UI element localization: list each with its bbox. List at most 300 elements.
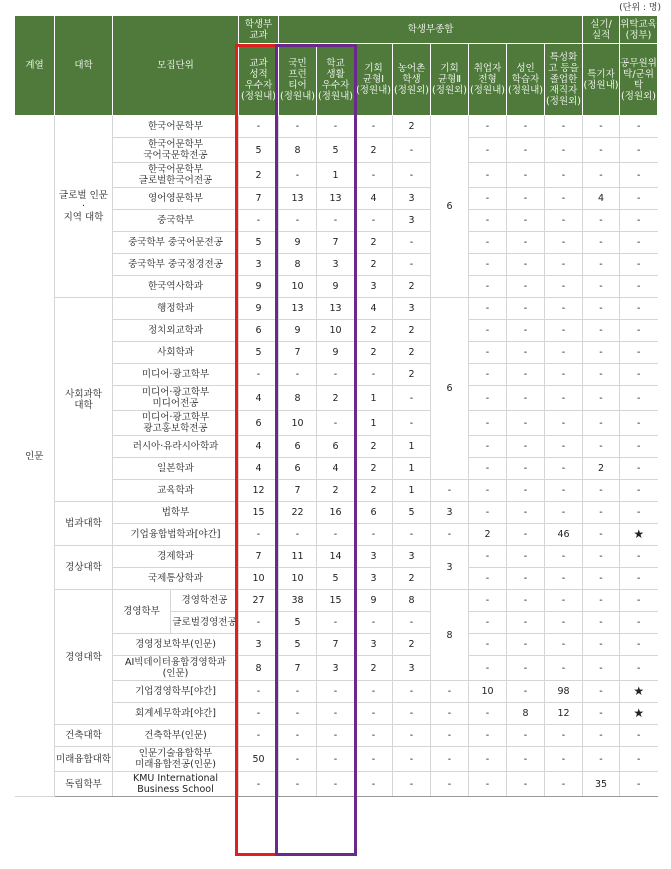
- value-cell: -: [239, 681, 279, 703]
- header-col-3: 기회 균형Ⅰ (정원내): [355, 44, 393, 116]
- value-cell: -: [545, 480, 583, 502]
- value-cell: -: [545, 725, 583, 747]
- unit-cell: 한국역사학과: [113, 276, 239, 298]
- value-cell: -: [239, 772, 279, 797]
- value-cell: 4: [583, 188, 620, 210]
- value-cell: ★: [620, 703, 658, 725]
- value-cell: 4: [239, 458, 279, 480]
- value-cell: 12: [239, 480, 279, 502]
- unit-cell: 회계세무학과[야간]: [113, 703, 239, 725]
- value-cell: -: [355, 163, 393, 188]
- unit-cell: 영어영문학부: [113, 188, 239, 210]
- value-cell: -: [583, 364, 620, 386]
- value-cell: 3: [239, 634, 279, 656]
- value-cell: -: [583, 232, 620, 254]
- value-cell: -: [355, 772, 393, 797]
- value-cell: -: [545, 502, 583, 524]
- value-cell: -: [545, 320, 583, 342]
- value-cell: -: [620, 320, 658, 342]
- value-cell: -: [239, 725, 279, 747]
- value-cell: 6: [355, 502, 393, 524]
- value-cell: 35: [583, 772, 620, 797]
- value-cell: 46: [545, 524, 583, 546]
- value-cell: -: [279, 364, 317, 386]
- value-cell: 16: [317, 502, 355, 524]
- value-cell: -: [545, 590, 583, 612]
- value-cell: 9: [317, 276, 355, 298]
- header-col-2: 학교 생활 우수자 (정원내): [317, 44, 355, 116]
- value-cell: -: [507, 342, 545, 364]
- value-cell: -: [507, 116, 545, 138]
- value-cell: 10: [317, 320, 355, 342]
- value-cell: -: [279, 210, 317, 232]
- field-cell: 인문: [15, 116, 55, 797]
- value-cell: -: [545, 232, 583, 254]
- value-cell: -: [583, 298, 620, 320]
- value-cell: -: [620, 480, 658, 502]
- value-cell: 6: [279, 458, 317, 480]
- value-cell: 14: [317, 546, 355, 568]
- value-cell: -: [507, 747, 545, 772]
- value-cell: -: [393, 232, 431, 254]
- value-cell: 7: [317, 232, 355, 254]
- value-cell: 13: [279, 188, 317, 210]
- value-cell: -: [393, 254, 431, 276]
- value-cell: 4: [317, 458, 355, 480]
- value-cell: -: [620, 568, 658, 590]
- table-row: [15, 725, 658, 747]
- value-cell: 4: [239, 436, 279, 458]
- value-cell: -: [583, 681, 620, 703]
- value-cell: -: [583, 411, 620, 436]
- value-cell: -: [620, 276, 658, 298]
- value-cell: -: [507, 458, 545, 480]
- value-cell: -: [355, 681, 393, 703]
- value-cell: -: [545, 634, 583, 656]
- value-cell: -: [279, 681, 317, 703]
- value-cell: 2: [393, 320, 431, 342]
- value-cell: -: [545, 747, 583, 772]
- value-cell: -: [583, 634, 620, 656]
- value-cell: 2: [393, 364, 431, 386]
- unit-cell: 한국어문학부 글로벌한국어전공: [113, 163, 239, 188]
- value-cell: -: [545, 386, 583, 411]
- value-cell: -: [545, 772, 583, 797]
- value-cell: 3: [317, 254, 355, 276]
- unit-cell: 중국학부: [113, 210, 239, 232]
- unit-cell: 건축학부(인문): [113, 725, 239, 747]
- value-cell: 6: [317, 436, 355, 458]
- header-unit: 모집단위: [113, 16, 239, 116]
- table-row: [15, 116, 658, 138]
- value-cell: -: [393, 411, 431, 436]
- value-cell: -: [583, 116, 620, 138]
- value-cell: -: [620, 210, 658, 232]
- value-cell: -: [393, 612, 431, 634]
- value-cell: -: [469, 612, 507, 634]
- value-cell: -: [393, 747, 431, 772]
- unit-cell: 인문기술융합학부 미래융합전공(인문): [113, 747, 239, 772]
- value-cell: 6: [239, 320, 279, 342]
- value-cell: -: [507, 298, 545, 320]
- header-col-10: 공무원위 탁/군위탁 (정원외): [620, 44, 658, 116]
- header-group-entrusted: 위탁교육 (정부): [620, 16, 658, 44]
- value-cell: -: [583, 703, 620, 725]
- value-cell: 10: [279, 411, 317, 436]
- value-cell: -: [507, 276, 545, 298]
- value-cell: 6: [279, 436, 317, 458]
- value-cell: -: [620, 411, 658, 436]
- value-cell: -: [469, 298, 507, 320]
- header-col-6: 취업자 전형 (정원내): [469, 44, 507, 116]
- unit-cell: 사회학과: [113, 342, 239, 364]
- value-cell: -: [620, 138, 658, 163]
- value-cell: -: [317, 411, 355, 436]
- unit-cell: 한국어문학부 국어국문학전공: [113, 138, 239, 163]
- value-cell: 8: [507, 703, 545, 725]
- value-cell: 4: [355, 298, 393, 320]
- value-cell: 3: [239, 254, 279, 276]
- value-cell: -: [583, 546, 620, 568]
- unit-cell: 글로벌경영전공: [171, 612, 239, 634]
- value-cell: -: [239, 612, 279, 634]
- value-cell: 8: [239, 656, 279, 681]
- biz-subdivision-cell: 경영학부: [113, 590, 171, 634]
- value-cell: -: [507, 188, 545, 210]
- value-cell: -: [317, 725, 355, 747]
- college-cell: 건축대학: [55, 725, 113, 747]
- header-field: 계열: [15, 16, 55, 116]
- value-cell: -: [620, 254, 658, 276]
- header-col-8: 특성화 고 등을 졸업한 재직자 (정원외): [545, 44, 583, 116]
- value-cell: -: [469, 320, 507, 342]
- value-cell: -: [393, 163, 431, 188]
- unit-cell: 경영정보학부(인문): [113, 634, 239, 656]
- value-cell: 2: [393, 568, 431, 590]
- value-cell: 2: [355, 436, 393, 458]
- value-cell: -: [469, 634, 507, 656]
- value-cell: 98: [545, 681, 583, 703]
- value-cell: 4: [239, 386, 279, 411]
- value-cell: -: [317, 703, 355, 725]
- unit-note: (단위 : 명): [619, 3, 661, 13]
- value-cell: -: [620, 656, 658, 681]
- opportunity-balance-2-cell: -: [431, 725, 469, 747]
- value-cell: 2: [239, 163, 279, 188]
- value-cell: -: [507, 681, 545, 703]
- value-cell: -: [545, 163, 583, 188]
- value-cell: -: [507, 364, 545, 386]
- unit-cell: 교육학과: [113, 480, 239, 502]
- value-cell: -: [620, 342, 658, 364]
- value-cell: -: [393, 386, 431, 411]
- value-cell: -: [469, 480, 507, 502]
- value-cell: 10: [469, 681, 507, 703]
- value-cell: -: [507, 590, 545, 612]
- value-cell: -: [355, 210, 393, 232]
- value-cell: -: [469, 747, 507, 772]
- value-cell: -: [507, 568, 545, 590]
- value-cell: 9: [317, 342, 355, 364]
- value-cell: -: [279, 116, 317, 138]
- value-cell: -: [545, 436, 583, 458]
- value-cell: 5: [279, 634, 317, 656]
- value-cell: 3: [355, 276, 393, 298]
- value-cell: -: [355, 524, 393, 546]
- value-cell: -: [545, 188, 583, 210]
- opportunity-balance-2-cell: 8: [431, 590, 469, 681]
- value-cell: 1: [393, 436, 431, 458]
- value-cell: -: [583, 210, 620, 232]
- unit-cell: 기업경영학부[야간]: [113, 681, 239, 703]
- unit-cell: 중국학부 중국어문전공: [113, 232, 239, 254]
- table-row: [15, 590, 658, 612]
- value-cell: -: [469, 502, 507, 524]
- value-cell: 3: [355, 568, 393, 590]
- value-cell: -: [393, 703, 431, 725]
- value-cell: -: [620, 546, 658, 568]
- value-cell: 5: [279, 612, 317, 634]
- value-cell: -: [507, 612, 545, 634]
- value-cell: 1: [317, 163, 355, 188]
- value-cell: -: [317, 747, 355, 772]
- value-cell: -: [355, 116, 393, 138]
- value-cell: 9: [355, 590, 393, 612]
- value-cell: -: [469, 163, 507, 188]
- value-cell: -: [469, 703, 507, 725]
- unit-cell: 러시아·유라시아학과: [113, 436, 239, 458]
- college-cell: 사회과학 대학: [55, 298, 113, 502]
- value-cell: -: [507, 480, 545, 502]
- table-row: [15, 772, 658, 797]
- table-row: [15, 546, 658, 568]
- value-cell: -: [545, 364, 583, 386]
- value-cell: -: [469, 590, 507, 612]
- value-cell: -: [355, 703, 393, 725]
- value-cell: 8: [279, 386, 317, 411]
- value-cell: -: [469, 116, 507, 138]
- value-cell: -: [583, 480, 620, 502]
- value-cell: -: [620, 188, 658, 210]
- value-cell: -: [545, 116, 583, 138]
- value-cell: -: [469, 210, 507, 232]
- value-cell: 9: [239, 298, 279, 320]
- value-cell: -: [469, 276, 507, 298]
- header-group-comprehensive: 학생부종합: [279, 16, 583, 44]
- value-cell: 11: [279, 546, 317, 568]
- value-cell: -: [317, 681, 355, 703]
- value-cell: 7: [279, 480, 317, 502]
- value-cell: -: [507, 163, 545, 188]
- header-college: 대학: [55, 16, 113, 116]
- value-cell: -: [279, 163, 317, 188]
- value-cell: 1: [393, 458, 431, 480]
- value-cell: 9: [239, 276, 279, 298]
- value-cell: -: [469, 342, 507, 364]
- value-cell: 13: [317, 298, 355, 320]
- value-cell: 22: [279, 502, 317, 524]
- value-cell: -: [355, 725, 393, 747]
- value-cell: -: [583, 163, 620, 188]
- value-cell: 10: [239, 568, 279, 590]
- value-cell: -: [239, 210, 279, 232]
- value-cell: -: [393, 725, 431, 747]
- value-cell: 2: [393, 116, 431, 138]
- value-cell: 3: [393, 656, 431, 681]
- value-cell: -: [507, 725, 545, 747]
- value-cell: -: [507, 320, 545, 342]
- value-cell: -: [469, 386, 507, 411]
- value-cell: 10: [279, 276, 317, 298]
- value-cell: 2: [317, 480, 355, 502]
- college-cell: 미래융합대학: [55, 747, 113, 772]
- value-cell: 3: [393, 188, 431, 210]
- value-cell: -: [620, 747, 658, 772]
- value-cell: -: [507, 546, 545, 568]
- value-cell: 8: [279, 138, 317, 163]
- value-cell: 1: [355, 411, 393, 436]
- college-cell: 법과대학: [55, 502, 113, 546]
- unit-cell: 법학부: [113, 502, 239, 524]
- unit-cell: 경제학과: [113, 546, 239, 568]
- value-cell: -: [279, 524, 317, 546]
- value-cell: 5: [239, 342, 279, 364]
- value-cell: -: [239, 116, 279, 138]
- value-cell: 10: [279, 568, 317, 590]
- header-col-9: 특기자 (정원내): [583, 44, 620, 116]
- value-cell: 2: [355, 320, 393, 342]
- value-cell: 2: [355, 138, 393, 163]
- value-cell: 2: [583, 458, 620, 480]
- value-cell: -: [545, 210, 583, 232]
- college-cell: 경영대학: [55, 590, 113, 725]
- value-cell: 3: [355, 546, 393, 568]
- header-col-7: 성인 학습자 (정원내): [507, 44, 545, 116]
- admission-quota-table: [14, 15, 658, 797]
- value-cell: 2: [355, 342, 393, 364]
- value-cell: -: [583, 747, 620, 772]
- college-cell: 독립학부: [55, 772, 113, 797]
- value-cell: -: [355, 747, 393, 772]
- header-col-0: 교과 성적 우수자 (정원내): [239, 44, 279, 116]
- unit-cell: KMU International Business School: [113, 772, 239, 797]
- value-cell: -: [583, 502, 620, 524]
- value-cell: -: [620, 634, 658, 656]
- value-cell: -: [583, 725, 620, 747]
- value-cell: -: [317, 524, 355, 546]
- unit-cell: 일본학과: [113, 458, 239, 480]
- value-cell: -: [583, 138, 620, 163]
- value-cell: -: [620, 612, 658, 634]
- value-cell: -: [620, 458, 658, 480]
- value-cell: 2: [355, 458, 393, 480]
- value-cell: -: [620, 116, 658, 138]
- value-cell: -: [620, 436, 658, 458]
- value-cell: 9: [279, 232, 317, 254]
- value-cell: -: [279, 747, 317, 772]
- value-cell: ★: [620, 681, 658, 703]
- value-cell: -: [507, 656, 545, 681]
- unit-cell: 한국어문학부: [113, 116, 239, 138]
- value-cell: 2: [355, 656, 393, 681]
- value-cell: 8: [393, 590, 431, 612]
- value-cell: 12: [545, 703, 583, 725]
- value-cell: -: [507, 436, 545, 458]
- unit-cell: 경영학전공: [171, 590, 239, 612]
- value-cell: 50: [239, 747, 279, 772]
- value-cell: -: [507, 411, 545, 436]
- value-cell: -: [620, 772, 658, 797]
- value-cell: -: [583, 436, 620, 458]
- unit-cell: 기업융합법학과[야간]: [113, 524, 239, 546]
- value-cell: 15: [239, 502, 279, 524]
- opportunity-balance-2-cell: -: [431, 747, 469, 772]
- unit-cell: 국제통상학과: [113, 568, 239, 590]
- value-cell: -: [469, 411, 507, 436]
- value-cell: -: [545, 568, 583, 590]
- value-cell: -: [545, 254, 583, 276]
- value-cell: 6: [239, 411, 279, 436]
- header-group-subject: 학생부 교과: [239, 16, 279, 44]
- college-cell: 경상대학: [55, 546, 113, 590]
- value-cell: -: [317, 364, 355, 386]
- value-cell: -: [583, 276, 620, 298]
- value-cell: -: [239, 364, 279, 386]
- value-cell: -: [317, 210, 355, 232]
- value-cell: 15: [317, 590, 355, 612]
- unit-cell: 정치외교학과: [113, 320, 239, 342]
- unit-cell: 미디어·광고학부 광고홍보학전공: [113, 411, 239, 436]
- table-row: [15, 298, 658, 320]
- value-cell: 7: [279, 656, 317, 681]
- value-cell: 5: [239, 232, 279, 254]
- value-cell: 2: [355, 232, 393, 254]
- value-cell: -: [507, 210, 545, 232]
- value-cell: -: [583, 386, 620, 411]
- value-cell: 7: [239, 188, 279, 210]
- value-cell: -: [469, 458, 507, 480]
- value-cell: -: [279, 703, 317, 725]
- header-col-1: 국민 프런 티어 (정원내): [279, 44, 317, 116]
- value-cell: -: [620, 298, 658, 320]
- value-cell: -: [469, 772, 507, 797]
- value-cell: -: [620, 590, 658, 612]
- value-cell: -: [239, 524, 279, 546]
- value-cell: 2: [355, 480, 393, 502]
- value-cell: -: [507, 386, 545, 411]
- value-cell: -: [469, 568, 507, 590]
- value-cell: -: [545, 546, 583, 568]
- value-cell: -: [355, 364, 393, 386]
- value-cell: -: [583, 590, 620, 612]
- value-cell: -: [507, 524, 545, 546]
- value-cell: -: [393, 772, 431, 797]
- value-cell: 1: [393, 480, 431, 502]
- value-cell: -: [545, 298, 583, 320]
- value-cell: -: [469, 364, 507, 386]
- value-cell: 3: [393, 546, 431, 568]
- opportunity-balance-2-cell: -: [431, 772, 469, 797]
- value-cell: 9: [279, 320, 317, 342]
- value-cell: -: [393, 681, 431, 703]
- value-cell: -: [507, 138, 545, 163]
- header-col-4: 농어촌 학생 (정원외): [393, 44, 431, 116]
- value-cell: -: [393, 138, 431, 163]
- value-cell: -: [469, 436, 507, 458]
- value-cell: -: [355, 612, 393, 634]
- opportunity-balance-2-cell: 6: [431, 116, 469, 298]
- opportunity-balance-2-cell: -: [431, 524, 469, 546]
